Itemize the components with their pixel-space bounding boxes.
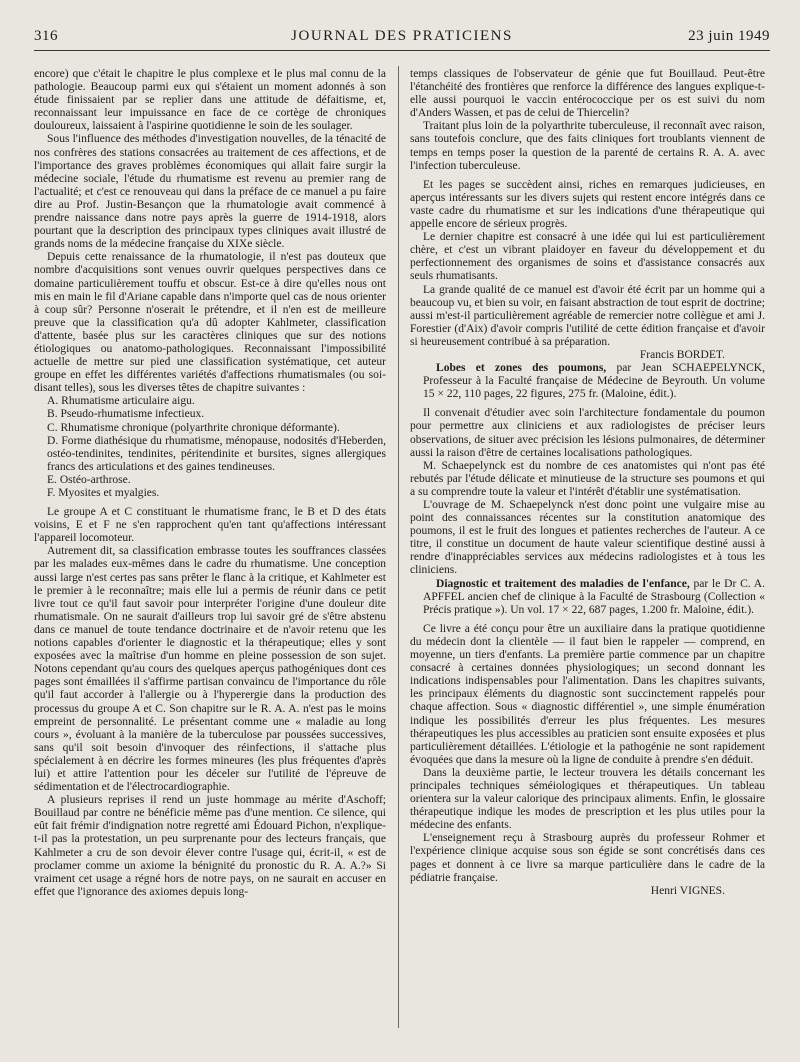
review-heading — [410, 578, 765, 617]
paragraph: Traitant plus loin de la polyarthrite tuberculeuse, il reconnaît avec raison, sans toutefois conclure, que des faits cliniques fort troublants viennent de temps en temps poser la question de la parenté de certains R. A. A. avec l'infection tuberculeuse. — [410, 120, 765, 172]
paragraph: Ce livre a été conçu pour être un auxiliaire dans la pratique quotidienne du médecin dont la clientèle — il faut bien le rappeler — comprend, en moyenne, un tiers d'enfants. La première partie commence par un chapitre consacré à certaines données physiologiques; un second donnant les indications indispensables pour l'alimentation. Dans les chapitres suivants, les principaux éléments du diagnostic sont succinctement rappelés pour chaque affection. Sous « diagnostic différentiel », une simple énumération indique les possibilités d'erreur les plus fréquentes. Les mesures thérapeutiques les plus accessibles au praticien sont ensuite exposées et plus particulièrement détaillées. L'étiologie et la pathogénie ne sont rapidement évoquées que dans la mesure où la ligne de conduite à prendre s'en déduit. — [410, 622, 765, 766]
paragraph: A plusieurs reprises il rend un juste hommage au mérite d'Aschoff; Bouillaud par contre ne bénéficie même pas d'une mention. Ce silence, qui eût fait frémir d'indignation notre regretté ami Édouard Pichon, n'explique-t-il pas la protestation, un peu surprenante pour des lecteurs français, que Kahlmeter a cru de son devoir élever contre l'usage qui, écrit-il, « est de proclamer comme un axiome la bénignité du pronostic du R. A. A.?» Si vraiment cet usage a régné hors de notre pays, on ne saurait en accuser en effet que l'ignorance des axiomes depuis long- — [34, 794, 386, 898]
paragraph: Et les pages se succèdent ainsi, riches en remarques judicieuses, en aperçus intéressants sur les divers sujets qui restent encore intégrés dans ce vaste cadre du rhumatisme et sur les indications d'une thérapeutique qui appelle encore de sérieux progrès. — [410, 178, 765, 231]
list-item: A. Rhumatisme articulaire aigu. — [47, 395, 195, 408]
review-signature: Francis BORDET. — [639, 348, 725, 361]
right-column — [410, 68, 765, 898]
paragraph: Il convenait d'étudier avec soin l'architecture fondamentale du poumon pour permettre aux cliniciens et aux radiologistes de préciser leurs observations, de situer avec précision les lésions pulmonaires, de déterminer aussi la raison d'être de certaines localisations pathologiques. — [410, 407, 765, 459]
paragraph: Sous l'influence des méthodes d'investigation nouvelles, de la ténacité de nos confrères des stations consacrées au traitement de ces affections, et de l'importance des graves problèmes économiques qui allait faire surgir la médecine sociale, l'étude du rhumatisme est revenu au premier rang de l'actualité; et c'est ce renouveau qui dans la préface de ce manuel a pu faire dire au Prof. Justin-Besançon que la rhumatologie avait commencé à prendre naissance dans notre pays après la guerre de 1914-1918, alors pourtant que la description des principaux types cliniques avait illustré de grands noms de la médecine française du XIXe siècle. — [34, 133, 386, 251]
page-number: 316 — [34, 28, 58, 44]
list-item: E. Ostéo-arthrose. — [47, 473, 131, 486]
paragraph: Depuis cette renaissance de la rhumatologie, il n'est pas douteux que nombre d'acquisitions sont venues ouvrir quelques perspectives dans ce domaine particulièrement touffu et obscur. Est-ce à dire qu'elles nous ont mis en main le fil d'Ariane capable dans n'importe quel cas de nous orienter à coup sûr? Personne n'oserait le prétendre, et il n'en est de meilleure preuve que la classification qu'a dû adopter Kahlmeter, classification d'attente, basée plus sur les caractères cliniques que sur des notions étiologiques ou anatomo-pathologiques. Reconnaissant l'impossibilité actuelle de mettre sur pied une classification systématique, cet auteur groupe en effet les différentes variétés d'affections rhumatismales (ou soi-disant telles), sous les diverses têtes de chapitre suivantes : — [34, 251, 386, 395]
paragraph: Dans la deuxième partie, le lecteur trouvera les détails concernant les principales techniques séméiologiques et thérapeutiques. Un tableau orientera sur la valeur calorique des principaux aliments. Enfin, le glossaire thérapeutique indique les modes de prescription et les plus utiles pour la médecine des enfants. — [410, 766, 765, 832]
book-title: Diagnostic et traitement des maladies de l'enfance, — [436, 577, 690, 590]
list-item: B. Pseudo-rhumatisme infectieux. — [47, 408, 205, 421]
issue-date: 23 juin 1949 — [688, 28, 770, 44]
paragraph: La grande qualité de ce manuel est d'avoir été écrit par un homme qui a beaucoup vu, et bien su voir, en faisant abstraction de tout esprit de doctrine; aussi m'est-il particulièrement agréable de remercier notre collègue et ami J. Forestier (d'Aix) d'avoir compris l'utilité de cette édition française et d'avoir si heureusement contribué à sa préparation. — [410, 283, 765, 348]
review-heading — [410, 362, 765, 401]
paragraph: L'ouvrage de M. Schaepelynck n'est donc point une vulgaire mise au point des connaissances récentes sur la constitution anatomique des poumons, il est le fruit des longues et patientes recherches de l'auteur. A ce titre, il constitue un document de haute valeur scientifique destiné aussi à rendre d'inappréciables services aux médecins radiologistes et à tous les cliniciens. — [410, 499, 765, 577]
paragraph: Le groupe A et C constituant le rhumatisme franc, le B et D des états voisins, E et F ne s'en rapprochent qu'en tant qu'affections intéressant l'appareil locomoteur. — [34, 506, 386, 545]
list-item: F. Myosites et myalgies. — [47, 487, 160, 499]
book-details: par le Dr C. A. APFFEL ancien chef de clinique à la Faculté de Strasbourg (Collection « Précis pratique »). Un vol. 17 × 22, 687 pages, 1.200 fr. Maloine, édit.). — [423, 577, 765, 616]
paragraph: encore) que c'était le chapitre le plus complexe et le plus mal connu de la pathologie. Beaucoup parmi eux qui s'étaient un moment adonnés à son étude finissaient par se replier dans une attitude de défaitisme, et, reconnaissant leur impuissance en face de ce cortège de chroniques douloureux, laissaient à l'aspirine quotidienne le soin de les soulager. — [34, 68, 386, 133]
page-header — [34, 26, 770, 51]
journal-title: JOURNAL DES PRATICIENS — [291, 28, 513, 44]
paragraph: Autrement dit, sa classification embrasse toutes les souffrances classées par les malades eux-mêmes dans le cadre du rhumatisme. Une conception aussi large n'est certes pas sans prêter le flanc à la critique, et Kahlmeter est le premier à le reconnaître; mais elle lui a permis de réunir dans ce petit livre tout ce qu'il faut savoir pour interpréter l'origine d'une douleur dite rhumatismale. On ne saurait d'ailleurs trop lui savoir gré de s'être abstenu dans ce manuel de toute tendance doctrinaire et de n'avoir retenu que les notions capables d'orienter le diagnostic et la thérapeutique; elles y sont exposées avec la maîtrise d'un homme en pleine possession de son sujet. Notons cependant qu'au cours des quelques aperçus pathogéniques dont ces pages sont émaillées il s'affirme partisan convaincu de l'importance du rôle qu'il faut accorder à l'allergie ou à l'hyperergie dans la production des processus du groupe A et C. Son chapitre sur le R. A. A. n'est pas le moins empreint de personnalité. Le présentant comme une « maladie au long cours », évoluant à la manière de la tuberculose par poussées successives, sans qu'il soit besoin d'invoquer des réinfections, il s'attache plus spécialement à en décrire les formes mineures (les plus fréquentes d'après lui) et attire l'attention pour les déceler sur l'utilité de l'épreuve de sédimentation et de l'électrocardiographie. — [34, 545, 386, 794]
list-item: D. Forme diathésique du rhumatisme, ménopause, nodosités d'Heberden, ostéo-tendinites, tendinites, péritendinite et bursites, signes allergiques francs des articulations et des gaines tendineuses. — [47, 434, 386, 473]
paragraph: L'enseignement reçu à Strasbourg auprès du professeur Rohmer et l'expérience clinique acquise sous son égide se sont concrétisés dans ces pages et donnent à ce livre sa marque particulière dans le cadre de la pédiatrie française. — [410, 832, 765, 884]
paragraph: Le dernier chapitre est consacré à une idée qui lui est particulièrement chère, et c'est un vibrant plaidoyer en faveur du développement et du perfectionnement des organismes de soins et d'assistance consacrés aux seuls rhumatisants. — [410, 231, 765, 283]
classification-list — [34, 395, 386, 500]
paragraph: M. Schaepelynck est du nombre de ces anatomistes qui n'ont pas été rebutés par l'étude délicate et minutieuse de la structure ses poumons et qui a su comprendre toute la valeur et l'intérêt d'établir une systématisation. — [410, 459, 765, 498]
left-column — [34, 68, 386, 899]
list-item: C. Rhumatisme chronique (polyarthrite chronique déformante). — [47, 421, 340, 434]
book-title: Lobes et zones des poumons, — [436, 362, 607, 375]
paragraph: temps classiques de l'observateur de génie que fut Bouillaud. Peut-être l'étanchéité des frontières que renforce la différence des langues explique-t-elle aussi pourquoi le vaccin entérococcique per os est suivi du nom d'Anders Wassen, et pas de celui de Thiercelin? — [410, 68, 765, 120]
book-details: par Jean SCHAEPELYNCK, Professeur à la Faculté française de Médecine de Beyrouth. Un volume 15 × 22, 110 pages, 22 figures, 275 fr. (Maloine, édit.). — [423, 362, 765, 401]
review-signature: Henri VIGNES. — [650, 884, 725, 897]
column-divider — [398, 66, 399, 1028]
